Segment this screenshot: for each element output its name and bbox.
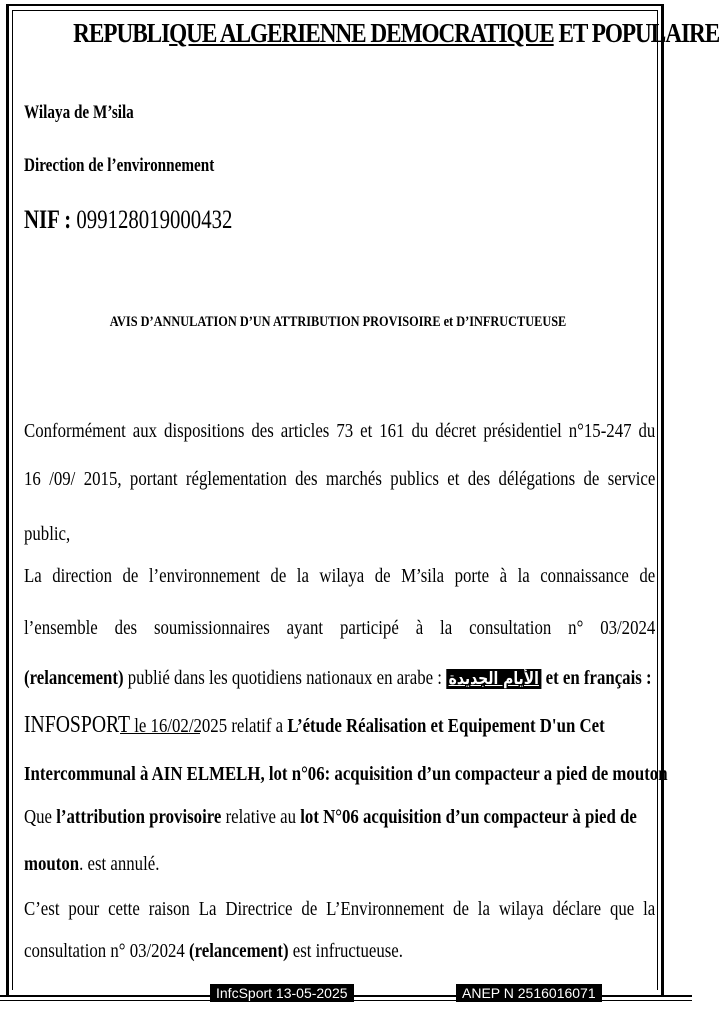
header-title: REPUBLIQUE ALGERIENNE DEMOCRATIQUE ET POPULAIRE (73, 18, 719, 48)
body-line-9-text2: relative au (221, 806, 301, 828)
word: 2015, (83, 468, 122, 490)
word: 16 (24, 468, 41, 490)
mouton-bold: mouton (24, 853, 80, 875)
relancement-bold: (relancement) (24, 667, 124, 689)
word: de (301, 898, 318, 920)
word: des (295, 468, 318, 490)
direction-label: Direction de l’environnement (24, 155, 215, 176)
word: des (251, 420, 274, 442)
word: la (440, 617, 453, 639)
arabic-newspaper-name: الأيام الجديدة (446, 669, 541, 689)
word: aux (132, 420, 158, 442)
body-line-8: Intercommunal à AIN ELMELH, lot n°06: acquisition d’un compacteur a pied de mouton (24, 763, 668, 785)
word: raison (148, 898, 190, 920)
word: 161 (379, 420, 405, 442)
body-line-1 (24, 420, 655, 443)
word: de (122, 565, 139, 587)
word: présidentiel (483, 420, 562, 442)
nif-line (24, 205, 232, 235)
word: des (467, 468, 491, 490)
word: Directrice (225, 898, 293, 920)
wilaya-label: Wilaya de M’sila (24, 102, 134, 123)
word: publics (390, 468, 439, 490)
body-line-6-text: publié dans les quotidiens nationaux en arabe : (123, 667, 447, 689)
body-line-6 (24, 667, 655, 690)
word: portant (129, 468, 178, 490)
body-line-12 (24, 940, 655, 963)
word: soumissionnaires (153, 617, 270, 639)
body-line-10-text: . est annulé. (79, 853, 160, 875)
word: L’Environnement (326, 898, 445, 920)
body-line-3: public, (24, 523, 71, 545)
nif-label: NIF : (24, 205, 77, 234)
word: C’est (24, 898, 60, 920)
word: articles (280, 420, 330, 442)
word: des (114, 617, 138, 639)
en-francais-bold: et en français : (541, 667, 652, 689)
word: service (607, 468, 656, 490)
word: de (639, 565, 656, 587)
word: 73 (336, 420, 354, 442)
word: la (643, 898, 656, 920)
body-line-7-text: le 16/02/2025 relatif a (129, 715, 288, 737)
word: réglementation (185, 468, 287, 490)
body-line-9 (24, 806, 655, 829)
word: et (360, 420, 373, 442)
word: connaissance (540, 565, 629, 587)
word: de (453, 898, 469, 920)
body-line-4 (24, 565, 655, 588)
word: la (477, 898, 490, 920)
body-line-12-text1: consultation n° 03/2024 (24, 940, 190, 962)
word: /09/ (49, 468, 76, 490)
word: décret (435, 420, 477, 442)
word: n°15-247 (568, 420, 632, 442)
body-line-7 (24, 712, 655, 739)
word: n° (568, 617, 584, 639)
word: La (24, 565, 42, 587)
relancement-bold-2: (relancement) (189, 940, 289, 962)
word: pour (68, 898, 100, 920)
word: à (499, 565, 508, 587)
body-line-9-text1: Que (24, 806, 57, 828)
anep-number-badge: ANEP N 2516016071 (456, 984, 602, 1002)
notice-title: AVIS D’ANNULATION D’UN ATTRIBUTION PROVISOIRE et D’INFRUCTUEUSE (109, 314, 567, 330)
newspaper-date-badge: InfcSport 13-05-2025 (210, 984, 354, 1002)
word: à (415, 617, 424, 639)
etude-bold: L’étude Réalisation et Equipement D'un Cet (287, 715, 605, 737)
infosport-label: INFOSPORT (24, 712, 130, 738)
word: de (374, 565, 391, 587)
word: l’environnement (148, 565, 260, 587)
word: consultation (469, 617, 552, 639)
word: que (609, 898, 635, 920)
word: wilaya (498, 898, 544, 920)
word: l’ensemble (24, 617, 98, 639)
word: dispositions (164, 420, 245, 442)
body-line-10 (24, 853, 655, 876)
word: cette (108, 898, 140, 920)
word: marchés (325, 468, 382, 490)
body-line-12-text2: est infructueuse. (288, 940, 403, 962)
word: 03/2024 (600, 617, 656, 639)
word: participé (339, 617, 399, 639)
nif-value: 099128019000432 (76, 205, 233, 234)
body-line-2 (24, 468, 655, 491)
word: de (270, 565, 287, 587)
word: du (411, 420, 429, 442)
word: M’sila (401, 565, 445, 587)
word: la (517, 565, 530, 587)
underline-rule (120, 733, 200, 734)
attribution-bold: l’attribution provisoire (56, 806, 222, 828)
word: porte (454, 565, 490, 587)
word: ayant (286, 617, 324, 639)
word: du (638, 420, 656, 442)
body-line-5 (24, 617, 655, 640)
lot-bold: lot N°06 acquisition d’un compacteur à pied de (300, 806, 637, 828)
word: et (447, 468, 460, 490)
word: direction (52, 565, 112, 587)
word: délégations (498, 468, 576, 490)
body-line-11 (24, 898, 655, 921)
word: déclare (552, 898, 602, 920)
word: de (583, 468, 600, 490)
word: La (198, 898, 217, 920)
word: la (296, 565, 309, 587)
word: wilaya (319, 565, 365, 587)
word: Conformément (24, 420, 126, 442)
